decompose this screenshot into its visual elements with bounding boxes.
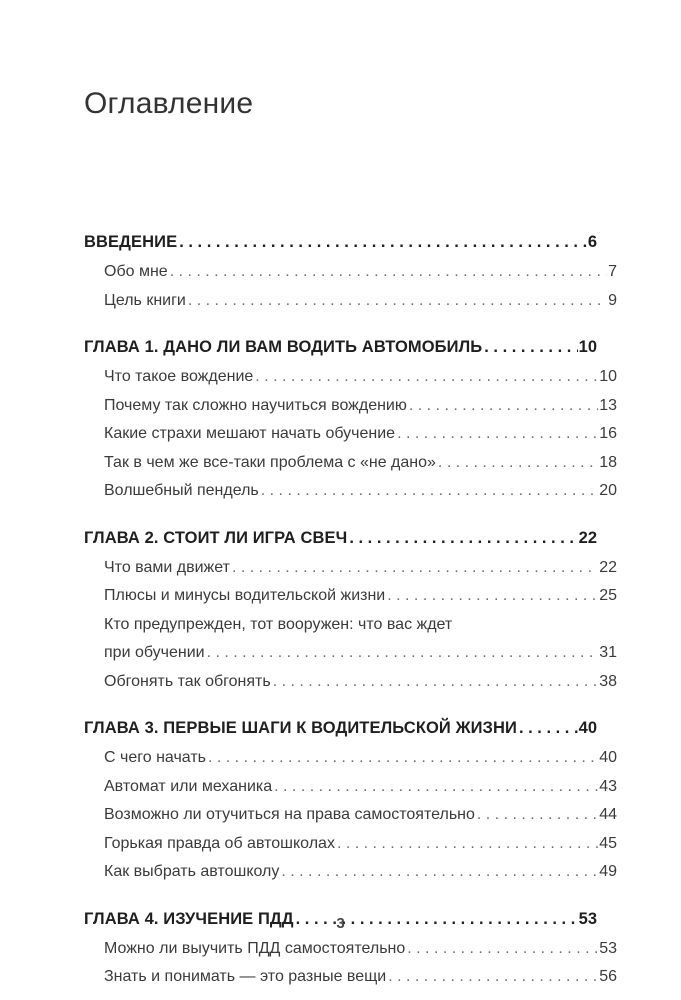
dot-leader	[409, 392, 598, 421]
toc-entry-label: С чего начать	[104, 749, 206, 766]
dot-leader	[387, 582, 598, 611]
dot-leader	[397, 420, 598, 449]
dot-leader	[255, 363, 598, 392]
toc-entry-row[interactable]	[84, 858, 617, 887]
dot-leader	[484, 332, 577, 363]
toc-chapter-row[interactable]	[84, 332, 597, 363]
toc-entry-page: 7	[608, 263, 617, 280]
toc-group	[84, 713, 617, 887]
toc-entry-label: Горькая правда об автошколах	[104, 834, 335, 852]
toc-entry-label: Автомат или механика	[104, 777, 273, 795]
dot-leader	[388, 963, 598, 992]
toc-entry-page: 44	[599, 806, 617, 823]
page-title: Оглавление	[84, 87, 254, 120]
toc-entry-label: Как выбрать автошколу	[104, 863, 280, 880]
toc-entry-page: 25	[599, 587, 617, 604]
toc-entry-page: 40	[599, 749, 617, 766]
toc-chapter-label: ГЛАВА 1. ДАНО ЛИ ВАМ ВОДИТЬ АВТОМОБИЛЬ	[84, 338, 483, 356]
dot-leader	[519, 713, 578, 744]
toc-chapter-label: ВВЕДЕНИЕ	[84, 233, 178, 251]
toc-entry-row[interactable]	[84, 477, 617, 506]
toc-entry-page: 45	[599, 834, 617, 852]
toc-entry-page: 9	[608, 291, 617, 309]
toc-entry-page: 13	[599, 396, 617, 414]
dot-leader	[207, 639, 599, 668]
toc-entry-row[interactable]	[84, 258, 617, 287]
toc-entry-label: Можно ли выучить ПДД самостоятельно	[104, 939, 406, 957]
toc-chapter-row[interactable]	[84, 523, 597, 554]
dot-leader	[349, 523, 577, 554]
toc-entry-label: Волшебный пендель	[104, 482, 259, 499]
toc-entry-row[interactable]	[84, 639, 617, 668]
toc-chapter-row[interactable]	[84, 227, 597, 258]
toc-entry-row[interactable]	[84, 420, 617, 449]
toc-chapter-page: 53	[578, 909, 597, 928]
dot-leader	[273, 668, 599, 697]
toc-entry-row[interactable]	[84, 801, 617, 830]
toc-entry-page: 56	[599, 968, 617, 985]
toc-entry-label: Так в чем же все-таки проблема с «не дано»	[104, 453, 436, 471]
toc-entry-row[interactable]	[84, 449, 617, 478]
toc-entry-label: Что такое вождение	[104, 368, 254, 385]
toc-entry-page: 22	[599, 558, 617, 576]
toc-entry-label: Почему так сложно научиться вождению	[104, 396, 407, 414]
toc-entry-row[interactable]	[84, 287, 617, 316]
toc-entry-label: Кто предупрежден, тот вооружен: что вас ждет	[104, 615, 453, 633]
toc-entry-row[interactable]	[84, 830, 617, 859]
toc-entry-row[interactable]	[84, 935, 617, 964]
toc-entry-label: Какие страхи мешают начать обучение	[104, 425, 396, 442]
toc-entry-page: 31	[599, 644, 617, 661]
dot-leader	[337, 830, 598, 859]
dot-leader	[274, 773, 598, 802]
dot-leader	[438, 449, 598, 478]
toc-entry-page: 18	[599, 453, 617, 471]
toc-entry-page: 16	[599, 425, 617, 442]
toc-chapter-row[interactable]	[84, 713, 597, 744]
toc-chapter-label: ГЛАВА 4. ИЗУЧЕНИЕ ПДД	[84, 909, 294, 928]
toc-entry-row[interactable]	[84, 582, 617, 611]
toc-entry-page: 38	[599, 672, 617, 690]
toc-entry-page: 20	[599, 482, 617, 499]
toc-entry-page: 43	[599, 777, 617, 795]
toc-chapter-label: ГЛАВА 3. ПЕРВЫЕ ШАГИ К ВОДИТЕЛЬСКОЙ ЖИЗНИ	[84, 719, 517, 737]
toc-entry-row-wrapped-line[interactable]	[84, 611, 617, 640]
toc-entry-row[interactable]	[84, 668, 617, 697]
toc-entry-label: Цель книги	[104, 291, 186, 309]
toc-entry-label: при обучении	[104, 644, 205, 661]
toc-entry-row[interactable]	[84, 554, 617, 583]
toc-entry-page: 49	[599, 863, 617, 880]
toc-chapter-label: ГЛАВА 2. СТОИТ ЛИ ИГРА СВЕЧ	[84, 528, 348, 547]
toc-chapter-page: 10	[578, 338, 597, 356]
toc-entry-label: Что вами движет	[104, 558, 230, 576]
toc-entry-page: 53	[599, 939, 617, 957]
toc-entry-row[interactable]	[84, 963, 617, 992]
dot-leader	[232, 554, 598, 583]
page-number: 3	[336, 915, 345, 932]
dot-leader	[188, 287, 607, 316]
dot-leader	[281, 858, 598, 887]
toc-entry-label: Плюсы и минусы водительской жизни	[104, 587, 386, 604]
dot-leader	[261, 477, 598, 506]
toc-chapter-page: 22	[578, 528, 597, 547]
dot-leader	[179, 227, 587, 258]
toc-entry-row[interactable]	[84, 363, 617, 392]
table-of-contents	[84, 227, 617, 992]
toc-entry-label: Знать и понимать — это разные вещи	[104, 968, 387, 985]
toc-group	[84, 523, 617, 697]
toc-entry-page: 10	[599, 368, 617, 385]
dot-leader	[407, 935, 598, 964]
toc-entry-row[interactable]	[84, 773, 617, 802]
toc-chapter-page: 40	[578, 719, 597, 737]
toc-entry-label: Возможно ли отучиться на права самостоятельно	[104, 806, 475, 823]
dot-leader	[170, 258, 607, 287]
toc-group	[84, 332, 617, 506]
dot-leader	[208, 744, 598, 773]
toc-group	[84, 227, 617, 315]
toc-chapter-page: 6	[587, 233, 597, 251]
toc-entry-label: Обо мне	[104, 263, 168, 280]
toc-entry-row[interactable]	[84, 392, 617, 421]
toc-entry-label: Обгонять так обгонять	[104, 672, 271, 690]
toc-entry-row[interactable]	[84, 744, 617, 773]
dot-leader	[477, 801, 598, 830]
